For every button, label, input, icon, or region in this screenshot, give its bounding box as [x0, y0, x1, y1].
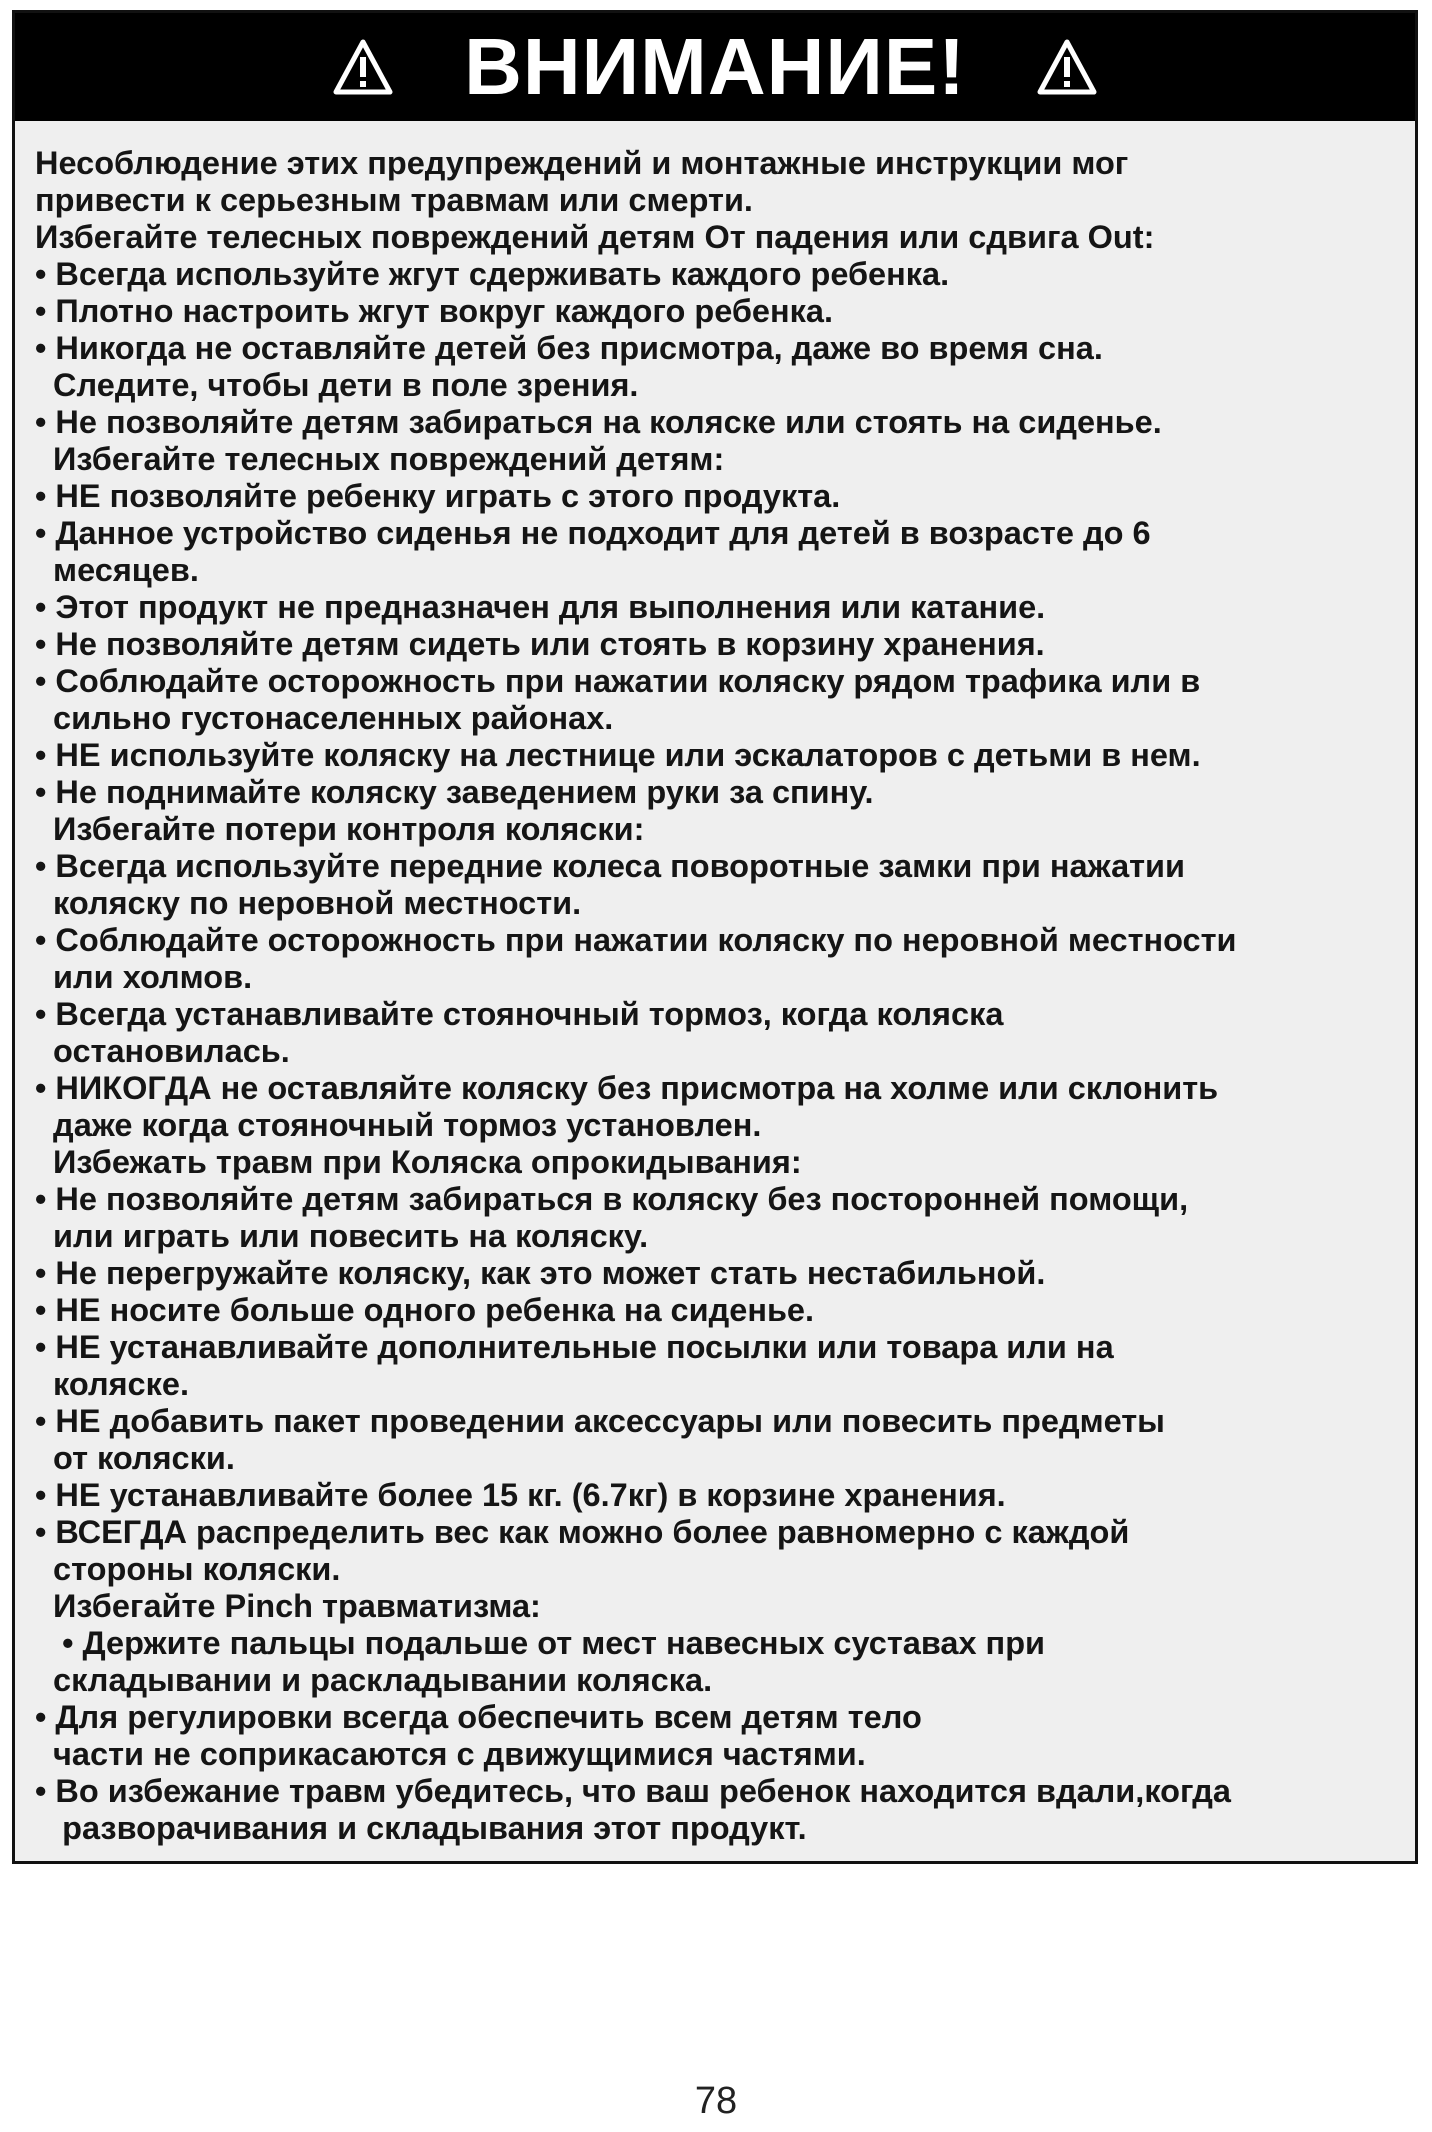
warning-line: • Не позволяйте детям забираться на коляске или стоять на сиденье.: [35, 404, 1162, 440]
warning-line: остановилась.: [35, 1033, 290, 1069]
warning-line: • НЕ устанавливайте дополнительные посылки или товара или на: [35, 1329, 1114, 1365]
warning-line: • Для регулировки всегда обеспечить всем детям тело: [35, 1699, 922, 1735]
warning-line: • Никогда не оставляйте детей без присмотра, даже во время сна.: [35, 330, 1103, 366]
warning-line: • НЕ устанавливайте более 15 кг. (6.7кг) в корзине хранения.: [35, 1477, 1006, 1513]
warning-line: складывании и раскладывании коляска.: [35, 1662, 713, 1698]
warning-line: или играть или повесить на коляску.: [35, 1218, 649, 1254]
warning-line: месяцев.: [35, 552, 199, 588]
warning-title: ВНИМАНИЕ!: [464, 22, 966, 111]
warning-line: Избегайте телесных повреждений детям От падения или сдвига Out:: [35, 219, 1155, 255]
warning-line: • НИКОГДА не оставляйте коляску без присмотра на холме или склонить: [35, 1070, 1219, 1106]
warning-line: • Этот продукт не предназначен для выполнения или катание.: [35, 589, 1046, 625]
warning-line: • Соблюдайте осторожность при нажатии коляску по неровной местности: [35, 922, 1237, 958]
page-number: 78: [694, 2080, 738, 2122]
warning-line: • Не поднимайте коляску заведением руки за спину.: [35, 774, 874, 810]
warning-line: • ВСЕГДА распределить вес как можно более равномерно с каждой: [35, 1514, 1130, 1550]
warning-line: Следите, чтобы дети в поле зрения.: [35, 367, 639, 403]
warning-line: даже когда стояночный тормоз установлен.: [35, 1107, 762, 1143]
warning-line: привести к серьезным травмам или смерти.: [35, 182, 753, 218]
warning-line: • Во избежание травм убедитесь, что ваш ребенок находится вдали,когда: [35, 1773, 1232, 1809]
warning-line: • НЕ добавить пакет проведении аксессуары или повесить предметы: [35, 1403, 1165, 1439]
warning-line: сильно густонаселенных районах.: [35, 700, 614, 736]
warning-line: коляске.: [35, 1366, 189, 1402]
warning-line: • НЕ используйте коляску на лестнице или эскалаторов с детьми в нем.: [35, 737, 1201, 773]
warning-line: Избегайте телесных повреждений детям:: [35, 441, 725, 477]
warning-line: Несоблюдение этих предупреждений и монтажные инструкции мог: [35, 145, 1129, 181]
warning-line: Избегайте Pinch травматизма:: [35, 1588, 541, 1624]
warning-line: • Всегда используйте передние колеса поворотные замки при нажатии: [35, 848, 1186, 884]
warning-line: • Не позволяйте детям забираться в коляску без посторонней помощи,: [35, 1181, 1189, 1217]
warning-line: • Держите пальцы подальше от мест навесных суставах при: [35, 1625, 1046, 1661]
warning-line: • НЕ позволяйте ребенку играть с этого продукта.: [35, 478, 841, 514]
warning-line: • НЕ носите больше одного ребенка на сиденье.: [35, 1292, 815, 1328]
warning-line: • Соблюдайте осторожность при нажатии коляску рядом трафика или в: [35, 663, 1201, 699]
warning-line: или холмов.: [35, 959, 253, 995]
warning-line: разворачивания и складывания этот продукт.: [35, 1810, 807, 1846]
warning-line: от коляски.: [35, 1440, 235, 1476]
warning-line: Избежать травм при Коляска опрокидывания:: [35, 1144, 802, 1180]
warning-line: • Не перегружайте коляску, как это может стать нестабильной.: [35, 1255, 1046, 1291]
warning-line: • Плотно настроить жгут вокруг каждого ребенка.: [35, 293, 833, 329]
warning-triangle-icon: [1036, 38, 1098, 96]
warning-line: • Данное устройство сиденья не подходит для детей в возрасте до 6: [35, 515, 1151, 551]
warning-header: [15, 13, 1415, 121]
warning-box: [12, 10, 1418, 1864]
warning-line: Избегайте потери контроля коляски:: [35, 811, 645, 847]
warning-text: [15, 121, 1415, 1847]
warning-line: • Всегда устанавливайте стояночный тормоз, когда коляска: [35, 996, 1004, 1032]
warning-line: части не соприкасаются с движущимися частями.: [35, 1736, 866, 1772]
warning-triangle-icon: [332, 38, 394, 96]
warning-line: • Всегда используйте жгут сдерживать каждого ребенка.: [35, 256, 950, 292]
warning-line: коляску по неровной местности.: [35, 885, 582, 921]
warning-line: стороны коляски.: [35, 1551, 341, 1587]
warning-line: • Не позволяйте детям сидеть или стоять в корзину хранения.: [35, 626, 1045, 662]
